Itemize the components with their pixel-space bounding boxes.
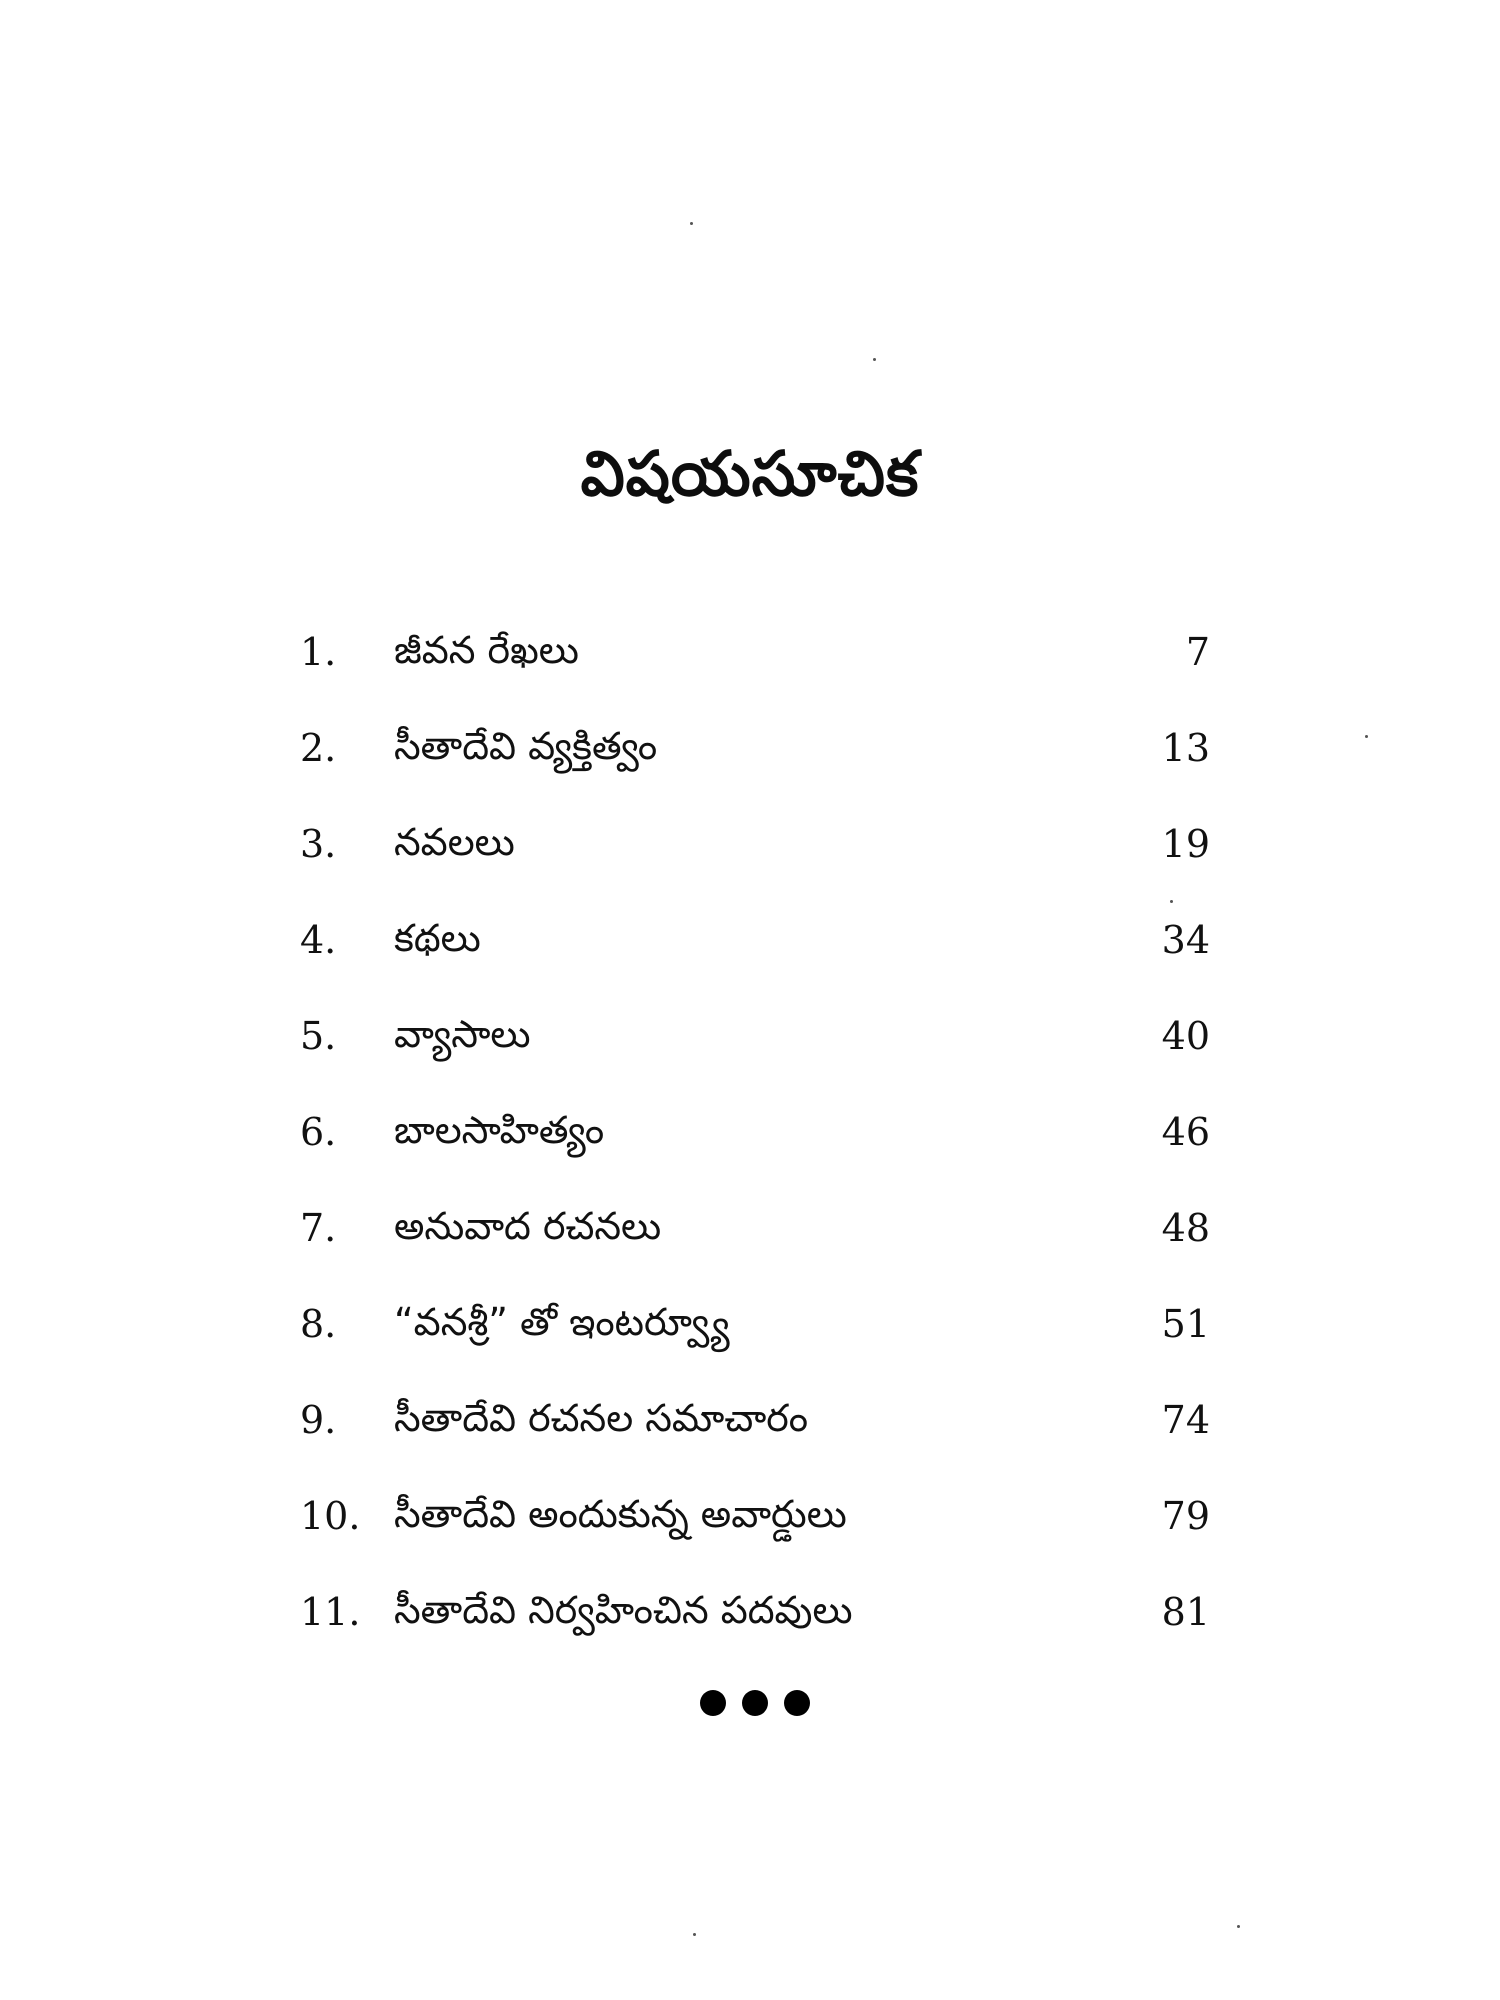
toc-entry-page: 48 bbox=[1161, 1206, 1210, 1250]
toc-entry-page: 74 bbox=[1161, 1398, 1210, 1442]
scan-speck bbox=[693, 1933, 696, 1936]
toc-entry-8 bbox=[300, 1284, 1210, 1380]
toc-entry-5 bbox=[300, 996, 1210, 1092]
toc-entry-page: 46 bbox=[1161, 1110, 1210, 1154]
bullet-dot bbox=[742, 1690, 768, 1716]
toc-entry-4 bbox=[300, 900, 1210, 996]
toc-entry-2 bbox=[300, 708, 1210, 804]
toc-entry-number: 5. bbox=[300, 1014, 337, 1058]
toc-entry-number: 1. bbox=[300, 630, 337, 674]
toc-entry-6 bbox=[300, 1092, 1210, 1188]
toc-entry-title: నవలలు bbox=[394, 820, 515, 864]
toc-entry-number: 11. bbox=[300, 1590, 361, 1634]
toc-entry-page: 13 bbox=[1161, 726, 1210, 770]
bullet-dot bbox=[700, 1690, 726, 1716]
toc-entry-title: కథలు bbox=[394, 916, 481, 960]
scan-speck bbox=[1365, 735, 1368, 738]
toc-entry-number: 7. bbox=[300, 1206, 337, 1250]
toc-entry-title: “వనశ్రీ” తో ఇంటర్వ్యూ bbox=[394, 1300, 730, 1344]
table-of-contents bbox=[300, 612, 1210, 1668]
toc-entry-page: 7 bbox=[1185, 630, 1210, 674]
toc-entry-page: 51 bbox=[1161, 1302, 1210, 1346]
scan-speck bbox=[1170, 900, 1173, 903]
toc-entry-title: సీతాదేవి వ్యక్తిత్వం bbox=[394, 724, 658, 768]
toc-entry-number: 4. bbox=[300, 918, 337, 962]
toc-entry-1 bbox=[300, 612, 1210, 708]
toc-entry-page: 40 bbox=[1161, 1014, 1210, 1058]
toc-entry-number: 9. bbox=[300, 1398, 337, 1442]
toc-entry-number: 3. bbox=[300, 822, 337, 866]
toc-entry-7 bbox=[300, 1188, 1210, 1284]
toc-entry-9 bbox=[300, 1380, 1210, 1476]
toc-entry-title: సీతాదేవి అందుకున్న అవార్డులు bbox=[394, 1492, 847, 1536]
toc-entry-title: బాలసాహిత్యం bbox=[394, 1108, 605, 1152]
scan-speck bbox=[1237, 1925, 1240, 1928]
toc-entry-title: జీవన రేఖలు bbox=[394, 628, 579, 672]
page-title: విషయసూచిక bbox=[580, 436, 920, 510]
end-ornament bbox=[700, 1690, 810, 1716]
toc-entry-10 bbox=[300, 1476, 1210, 1572]
toc-entry-page: 34 bbox=[1161, 918, 1210, 962]
toc-entry-11 bbox=[300, 1572, 1210, 1668]
toc-entry-title: వ్యాసాలు bbox=[394, 1012, 531, 1056]
toc-entry-page: 79 bbox=[1161, 1494, 1210, 1538]
scan-speck bbox=[873, 358, 876, 361]
toc-entry-number: 2. bbox=[300, 726, 337, 770]
toc-entry-title: సీతాదేవి రచనల సమాచారం bbox=[394, 1396, 809, 1440]
toc-entry-number: 8. bbox=[300, 1302, 337, 1346]
toc-entry-title: అనువాద రచనలు bbox=[394, 1204, 662, 1248]
toc-entry-page: 81 bbox=[1161, 1590, 1210, 1634]
toc-entry-3 bbox=[300, 804, 1210, 900]
toc-entry-page: 19 bbox=[1161, 822, 1210, 866]
scan-speck bbox=[690, 222, 693, 225]
toc-entry-title: సీతాదేవి నిర్వహించిన పదవులు bbox=[394, 1588, 853, 1632]
toc-entry-number: 6. bbox=[300, 1110, 337, 1154]
bullet-dot bbox=[784, 1690, 810, 1716]
toc-entry-number: 10. bbox=[300, 1494, 361, 1538]
